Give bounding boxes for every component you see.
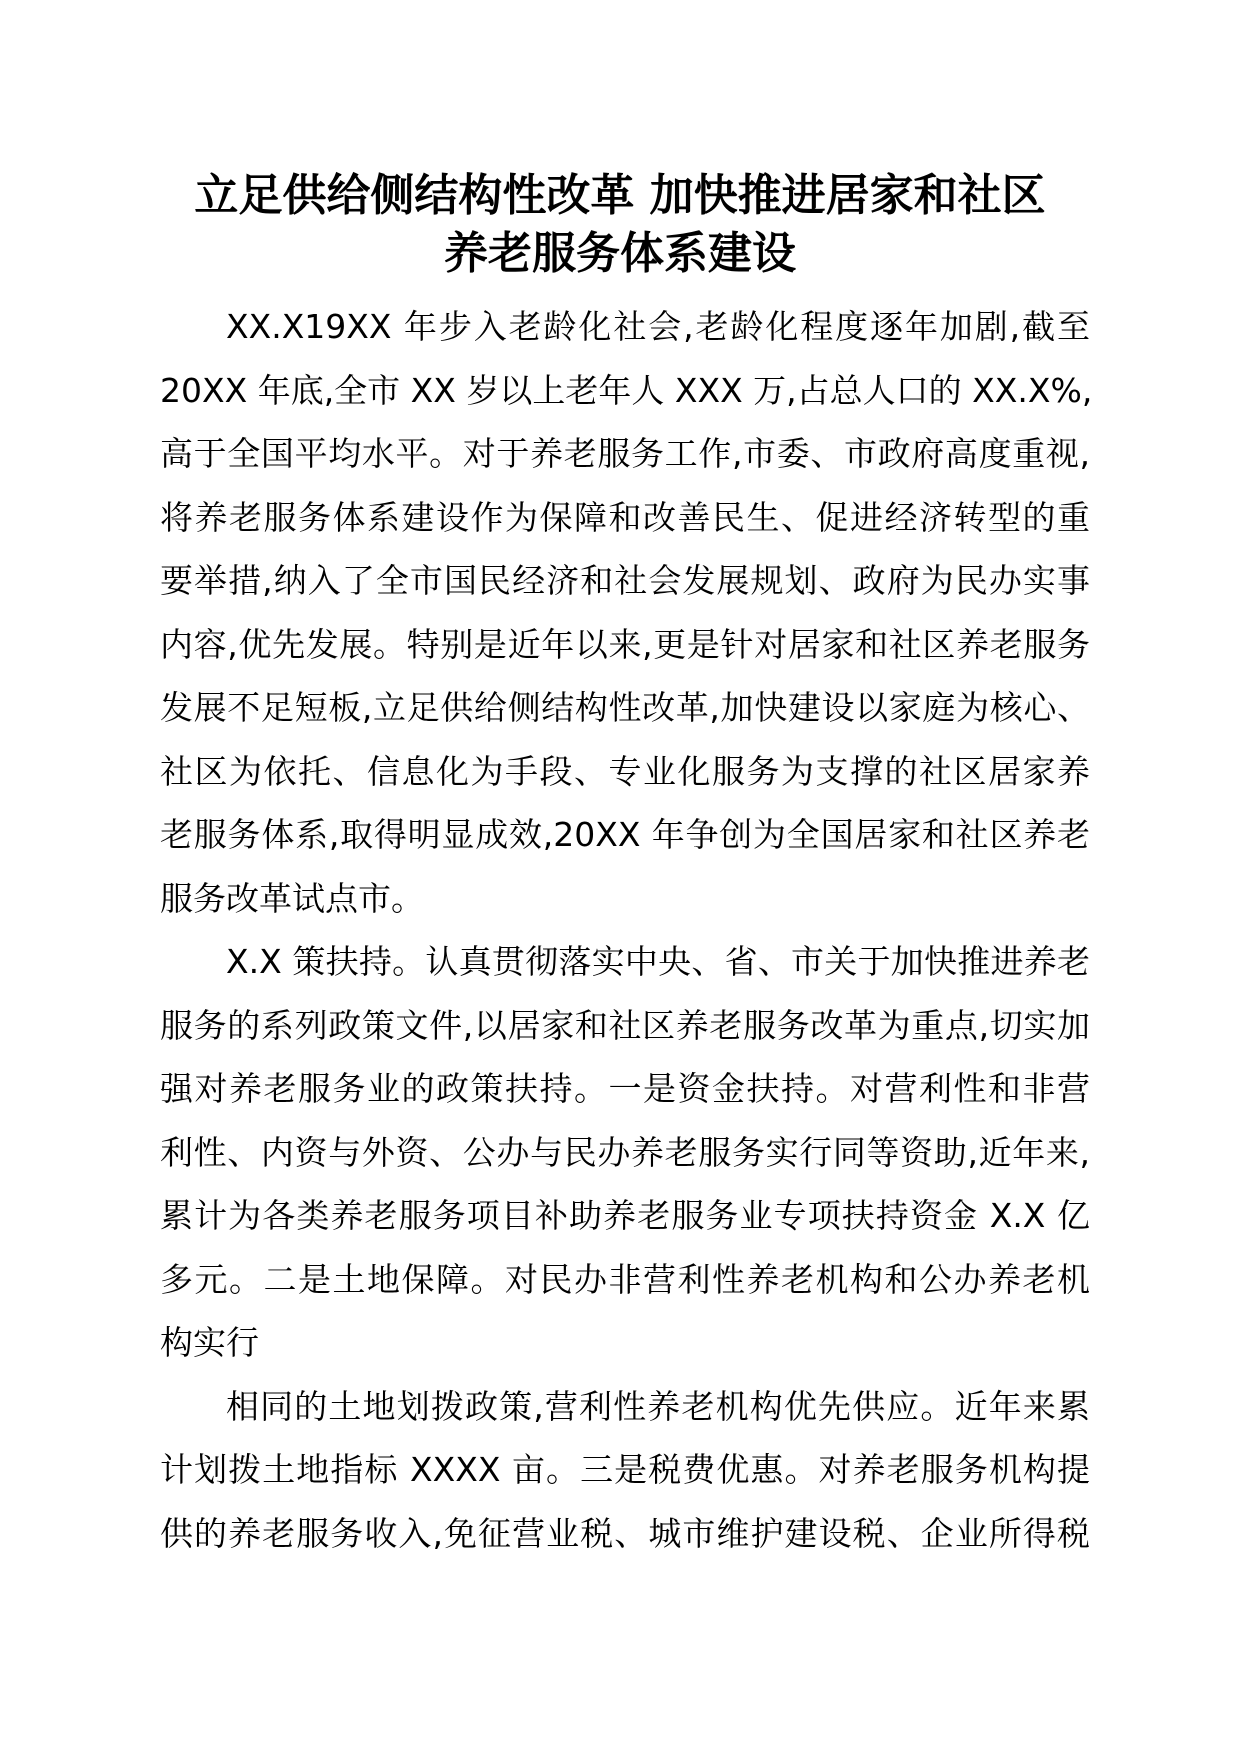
text-line: 累计为各类养老服务项目补助养老服务业专项扶持资金 X.X 亿: [160, 1196, 1090, 1235]
text-line: 服务的系列政策文件,以居家和社区养老服务改革为重点,切实加: [160, 1005, 1090, 1045]
text-line: 要举措,纳入了全市国民经济和社会发展规划、政府为民办实事: [160, 561, 1090, 600]
text-line: 强对养老服务业的政策扶持。一是资金扶持。对营利性和非营: [160, 1069, 1090, 1108]
text-line: X.X 策扶持。认真贯彻落实中央、省、市关于加快推进养老: [226, 942, 1090, 981]
text-line: 20XX 年底,全市 XX 岁以上老年人 XXX 万,占总人口的 XX.X%,: [160, 370, 1093, 410]
text-line: 多元。二是土地保障。对民办非营利性养老机构和公办养老机: [160, 1259, 1090, 1299]
text-line: 内容,优先发展。特别是近年以来,更是针对居家和社区养老服务: [160, 624, 1090, 664]
title-line-2: 养老服务体系建设: [444, 228, 796, 279]
text-line: 服务改革试点市。: [160, 878, 424, 918]
text-line: 将养老服务体系建设作为保障和改善民生、促进经济转型的重: [160, 497, 1090, 537]
document-title: [150, 167, 1090, 283]
text-line: 供的养老服务收入,免征营业税、城市维护建设税、企业所得税: [160, 1513, 1090, 1553]
text-line: XX.X19XX 年步入老龄化社会,老龄化程度逐年加剧,截至: [226, 307, 1090, 346]
text-line: 构实行: [160, 1323, 259, 1362]
paragraph-1: [160, 295, 1093, 930]
text-line: 相同的土地划拨政策,营利性养老机构优先供应。近年来累: [226, 1386, 1090, 1426]
paragraph-2: [160, 930, 1090, 1375]
title-line-1: 立足供给侧结构性改革 加快推进居家和社区: [194, 170, 1046, 221]
document-body: [160, 295, 1093, 1565]
text-line: 计划拨土地指标 XXXX 亩。三是税费优惠。对养老服务机构提: [160, 1450, 1090, 1489]
text-line: 利性、内资与外资、公办与民办养老服务实行同等资助,近年来,: [160, 1132, 1090, 1172]
text-line: 发展不足短板,立足供给侧结构性改革,加快建设以家庭为核心、: [160, 688, 1090, 727]
text-line: 高于全国平均水平。对于养老服务工作,市委、市政府高度重视,: [160, 434, 1090, 473]
paragraph-3: [160, 1375, 1090, 1566]
text-line: 社区为依托、信息化为手段、专业化服务为支撑的社区居家养: [160, 751, 1090, 791]
text-line: 老服务体系,取得明显成效,20XX 年争创为全国居家和社区养老: [160, 815, 1090, 854]
